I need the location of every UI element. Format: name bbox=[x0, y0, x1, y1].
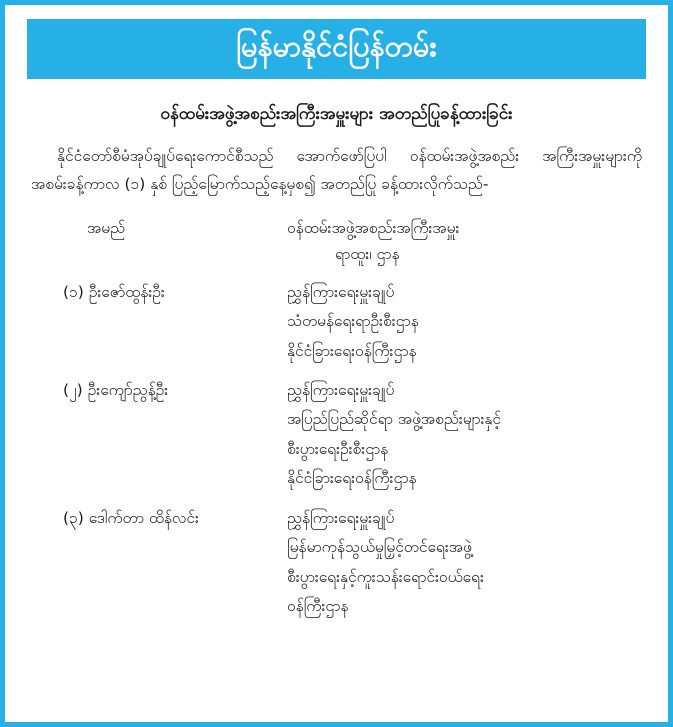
entry-person-name: ဦးဇော်ထွန်းဦး bbox=[88, 282, 165, 301]
entry-index: (၂) bbox=[63, 381, 83, 400]
entry-position-line: ညွှန်ကြားရေးမှူးချုပ် bbox=[286, 282, 395, 301]
column-header-position-line2: ရာထူး၊ ဌာန bbox=[334, 245, 400, 264]
entry-position-line: စီးပွားရေးဦးစီးဌာန bbox=[286, 439, 389, 458]
entry-person-name: ဒေါက်တာ ထိန်လင်း bbox=[88, 508, 199, 527]
document-subtitle: ဝန်ထမ်းအဖွဲ့အစည်းအကြီးအမှူးများ အတည်ပြုခန့်ထားခြင်း bbox=[160, 103, 513, 124]
entry-position-line: ညွှန်ကြားရေးမှူးချုပ် bbox=[286, 508, 395, 527]
entry-name-cell bbox=[27, 278, 287, 366]
entry-position-cell bbox=[287, 278, 646, 366]
entry-position-line: သံတမန်ရေးရာဦးစီးဌာန bbox=[286, 312, 419, 331]
entry-position-line: အပြည်ပြည်ဆိုင်ရာ အဖွဲ့အစည်းများနှင့် bbox=[286, 410, 502, 429]
column-headers bbox=[27, 215, 646, 268]
entry-name-cell bbox=[27, 504, 287, 622]
entry-position-line: နိုင်ငံခြားရေးဝန်ကြီးဌာန bbox=[286, 341, 417, 360]
list-item bbox=[27, 278, 646, 366]
column-header-position-line1: ဝန်ထမ်းအဖွဲ့အစည်းအကြီးအမှူး bbox=[286, 219, 460, 238]
entry-position-line: မြန်မာကုန်သွယ်မှုမြှင့်တင်ရေးအဖွဲ့ bbox=[286, 538, 472, 557]
entry-position-line: ဝန်ကြီးဌာန bbox=[286, 597, 349, 616]
column-header-position-cell bbox=[287, 215, 646, 268]
entry-position-line: ညွှန်ကြားရေးမှူးချုပ် bbox=[286, 381, 395, 400]
column-header-name: အမည် bbox=[87, 219, 126, 238]
column-header-name-cell bbox=[27, 215, 287, 268]
entry-position-line: နိုင်ငံခြားရေးဝန်ကြီးဌာန bbox=[286, 469, 417, 488]
list-item bbox=[27, 504, 646, 622]
entry-name-cell bbox=[27, 376, 287, 494]
announcement-paragraph bbox=[27, 142, 646, 199]
page-title: မြန်မာနိုင်ငံပြန်တမ်း bbox=[27, 19, 646, 79]
entry-index: (၃) bbox=[63, 508, 84, 527]
entry-position-line: စီးပွားရေးနှင့်ကူးသန်းရောင်းဝယ်ရေး bbox=[286, 567, 484, 586]
entry-position-cell bbox=[287, 376, 646, 494]
appointment-list bbox=[27, 278, 646, 622]
entry-index: (၁) bbox=[63, 282, 84, 301]
entry-person-name: ဦးကျော်ညွန့်ဦး bbox=[87, 381, 169, 400]
paragraph-text: နိုင်ငံတော်စီမံအုပ်ချုပ်ရေးကောင်စီသည် အောက်ဖော်ပြပါ ဝန်ထမ်းအဖွဲ့အစည်း အကြီးအမှူးများကို အစမ်းခန့်ကာလ (၁) နှစ် ပြည့်မြောက်သည့်နေ့မှစ၍ အတည်ပြု ခန့်ထားလိုက်သည်- bbox=[31, 146, 642, 194]
entry-position-cell bbox=[287, 504, 646, 622]
list-item bbox=[27, 376, 646, 494]
page-inner bbox=[5, 5, 668, 722]
